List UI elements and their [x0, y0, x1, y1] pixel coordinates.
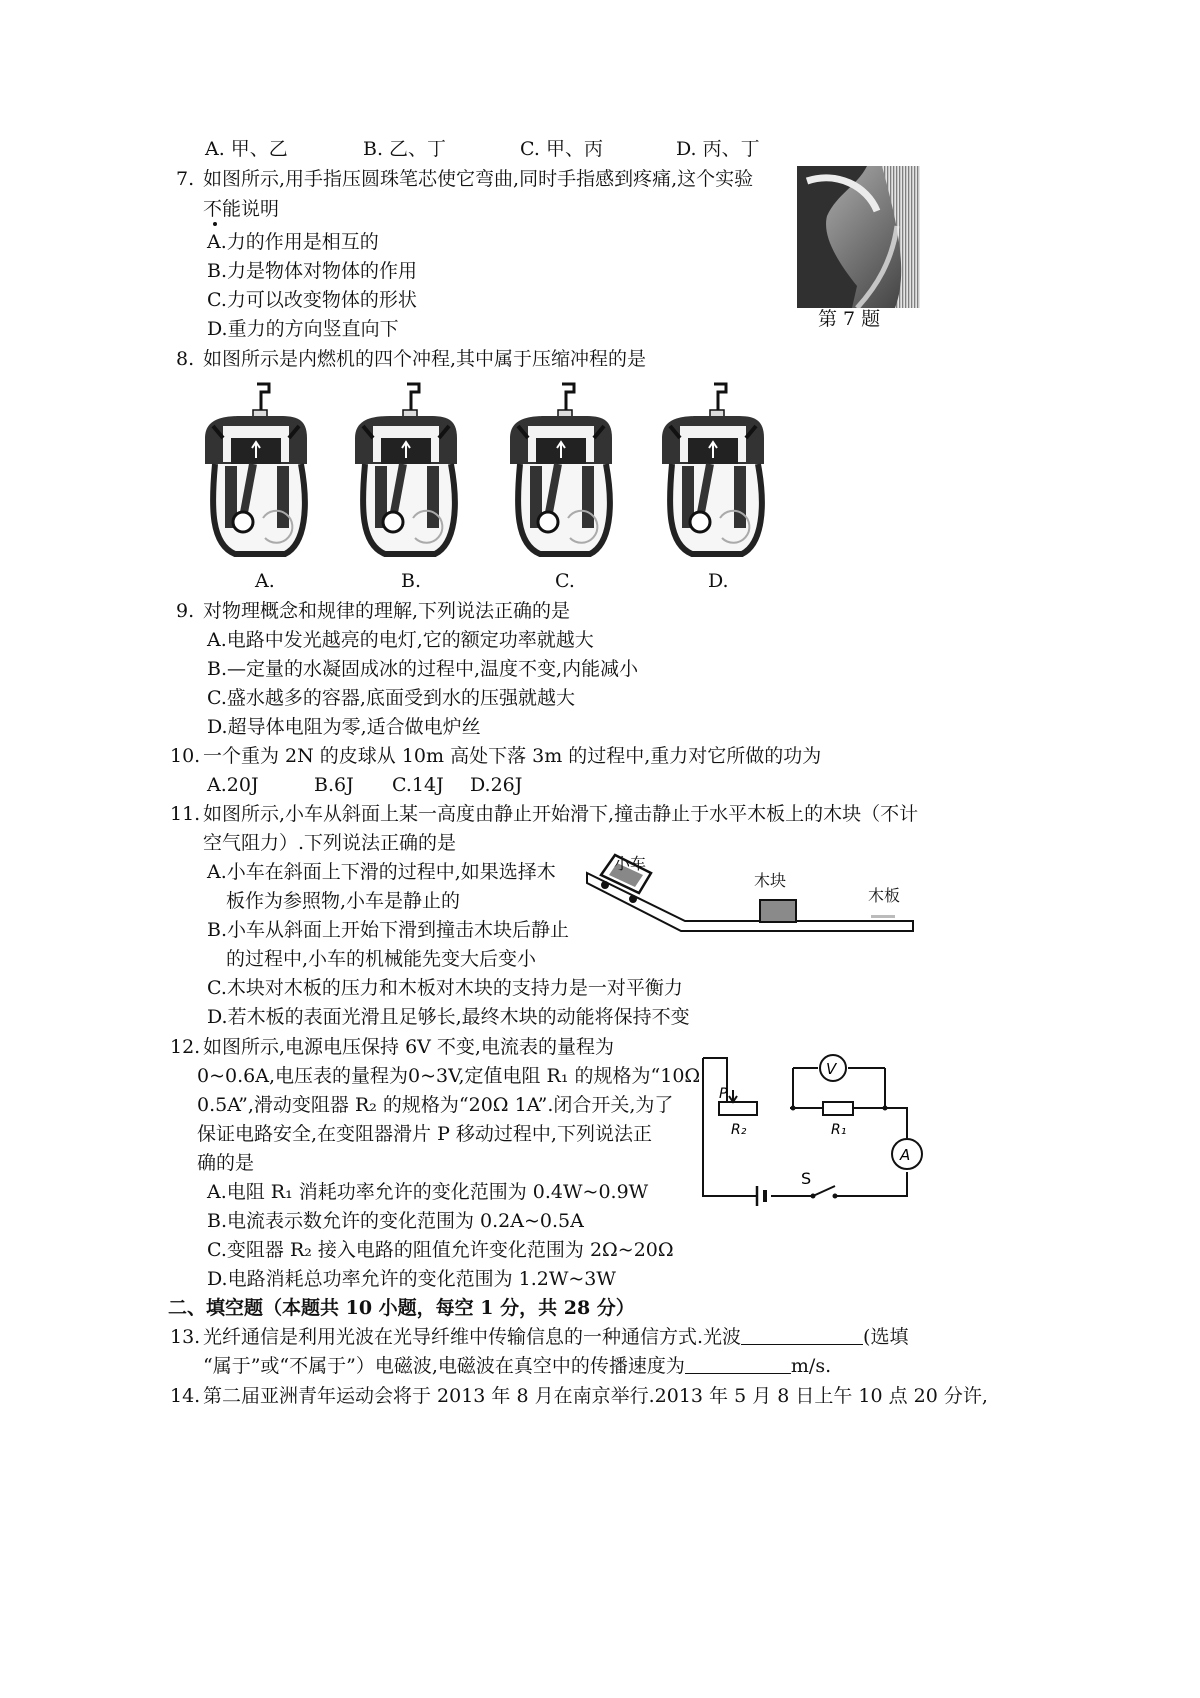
q7-option-b: B.力是物体对物体的作用: [207, 260, 418, 282]
engine-diagram-c: [510, 384, 612, 554]
q7-option-d: D.重力的方向竖直向下: [207, 318, 399, 340]
q7-figure-caption: 第 7 题: [818, 308, 881, 330]
q12-option-b: B.电流表示数允许的变化范围为 0.2A~0.5A: [207, 1210, 584, 1232]
q11-option-d: D.若木板的表面光滑且足够长,最终木块的动能将保持不变: [207, 1006, 690, 1028]
q13-text-part3: “属于”或“不属于”）电磁波,电磁波在真空中的传播速度为: [203, 1355, 685, 1377]
q9-number: 9.: [176, 600, 195, 622]
engine-stroke-figures: [195, 378, 805, 568]
q12-stem-line5: 确的是: [197, 1152, 255, 1174]
q13-line2: [203, 1353, 831, 1379]
q11-option-b-line1: B.小车从斜面上开始下滑到撞击木块后静止: [207, 919, 570, 941]
q7-option-a: A.力的作用是相互的: [207, 231, 379, 253]
q7-finger-photo: [797, 166, 920, 308]
q10-stem: 一个重为 2N 的皮球从 10m 高处下落 3m 的过程中,重力对它所做的功为: [203, 745, 822, 767]
q12-stem-line4: 保证电路安全,在变阻器滑片 P 移动过程中,下列说法正: [197, 1123, 652, 1145]
rheostat-r2: [719, 1102, 757, 1115]
q14-number: 14.: [170, 1385, 201, 1407]
q12-stem-line1: 如图所示,电源电压保持 6V 不变,电流表的量程为: [203, 1036, 614, 1058]
q12-option-d: D.电路消耗总功率允许的变化范围为 1.2W~3W: [207, 1268, 616, 1290]
q10-option-a: A.20J: [207, 774, 259, 796]
ammeter-label: A: [900, 1146, 911, 1164]
q9-option-b: B.—定量的水凝固成冰的过程中,温度不变,内能减小: [207, 658, 639, 680]
q7-stem-line1: 如图所示,用手指压圆珠笔芯使它弯曲,同时手指感到疼痛,这个实验: [203, 168, 754, 190]
q12-stem-line2: 0~0.6A,电压表的量程为0~3V,定值电阻 R₁ 的规格为“10Ω: [197, 1065, 701, 1087]
q10-number: 10.: [170, 745, 201, 767]
q7-option-c: C.力可以改变物体的形状: [207, 289, 417, 311]
q11-label-car: 小车: [614, 854, 647, 873]
wood-block: [760, 900, 796, 922]
q13-blank-1[interactable]: [741, 1326, 863, 1345]
q11-stem-line2: 空气阻力）.下列说法正确的是: [203, 832, 457, 854]
q10-option-d: D.26J: [470, 774, 523, 796]
q7-stem-line2: 不能说明: [203, 198, 280, 220]
q8-number: 8.: [176, 348, 195, 370]
q13-text-part1: 光纤通信是利用光波在光导纤维中传输信息的一种通信方式.光波: [203, 1326, 742, 1348]
q14-stem: 第二届亚洲青年运动会将于 2013 年 8 月在南京举行.2013 年 5 月 8 日上午 10 点 20 分许,: [203, 1385, 988, 1407]
q6-option-d: D. 丙、丁: [676, 138, 760, 160]
q11-label-block: 木块: [754, 871, 787, 890]
q11-option-c: C.木块对木板的压力和木板对木块的支持力是一对平衡力: [207, 977, 683, 999]
q8-stem: 如图所示是内燃机的四个冲程,其中属于压缩冲程的是: [203, 348, 647, 370]
q9-option-c: C.盛水越多的容器,底面受到水的压强就越大: [207, 687, 575, 709]
section-2-title: 二、填空题（本题共 10 小题，每空 1 分，共 28 分）: [168, 1297, 635, 1319]
q12-option-c: C.变阻器 R₂ 接入电路的阻值允许变化范围为 2Ω~20Ω: [207, 1239, 674, 1261]
q13-text-part2: (选填: [863, 1326, 909, 1348]
slider-label: P: [719, 1086, 728, 1102]
q11-option-a-line1: A.小车在斜面上下滑的过程中,如果选择木: [207, 861, 556, 883]
q8-label-b: B.: [401, 570, 422, 592]
q10-option-c: C.14J: [392, 774, 444, 796]
q6-option-a: A. 甲、乙: [205, 138, 288, 160]
q13-line1: [203, 1324, 908, 1350]
q9-stem: 对物理概念和规律的理解,下列说法正确的是: [203, 600, 571, 622]
q11-label-board: 木板: [868, 886, 901, 905]
q11-option-a-line2: 板作为参照物,小车是静止的: [226, 890, 461, 912]
engine-diagram-d: [662, 384, 764, 554]
q9-option-d: D.超导体电阻为零,适合做电炉丝: [207, 716, 481, 738]
voltmeter-label: V: [826, 1060, 837, 1078]
q11-option-b-line2: 的过程中,小车的机械能先变大后变小: [226, 948, 537, 970]
q8-label-c: C.: [555, 570, 575, 592]
q13-blank-2[interactable]: [685, 1355, 791, 1374]
q12-number: 12.: [170, 1036, 201, 1058]
q13-text-part4: m/s.: [790, 1355, 832, 1377]
q12-option-a: A.电阻 R₁ 消耗功率允许的变化范围为 0.4W~0.9W: [207, 1181, 649, 1203]
q11-stem-line1: 如图所示,小车从斜面上某一高度由静止开始滑下,撞击静止于水平木板上的木块（不计: [203, 803, 919, 825]
q8-label-d: D.: [708, 570, 729, 592]
engine-diagram-b: [355, 384, 457, 554]
q7-number: 7.: [176, 168, 195, 190]
resistor-r1: [823, 1102, 853, 1115]
q12-stem-line3: 0.5A”,滑动变阻器 R₂ 的规格为“20Ω 1A”.闭合开关,为了: [197, 1094, 674, 1116]
engine-diagram-a: [205, 384, 307, 554]
q9-option-a: A.电路中发光越亮的电灯,它的额定功率就越大: [207, 629, 594, 651]
q10-option-b: B.6J: [314, 774, 354, 796]
q8-label-a: A.: [255, 570, 275, 592]
emphasis-dot: [213, 222, 217, 226]
q12-circuit-diagram: [695, 1040, 930, 1210]
r1-label: R₁: [831, 1122, 847, 1138]
q13-number: 13.: [170, 1326, 201, 1348]
q6-option-b: B. 乙、丁: [363, 138, 447, 160]
q11-number: 11.: [170, 803, 201, 825]
r2-label: R₂: [731, 1122, 747, 1138]
q6-option-c: C. 甲、丙: [520, 138, 603, 160]
switch-label: S: [801, 1169, 812, 1188]
